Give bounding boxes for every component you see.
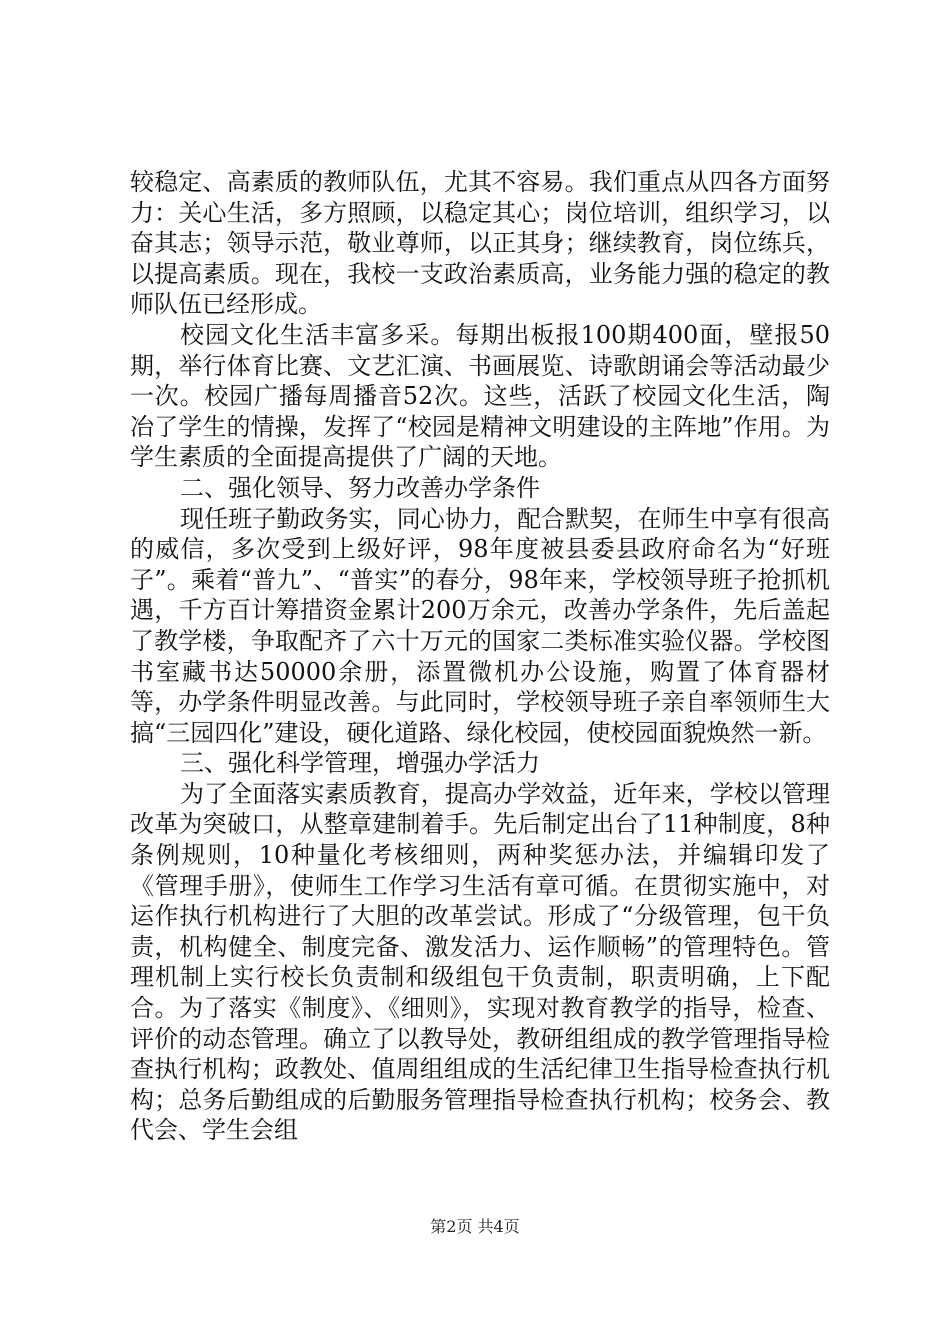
- section-heading-management: 三、强化科学管理，增强办学活力: [180, 749, 540, 778]
- document-body: [130, 167, 830, 1146]
- paragraph-management: 为了全面落实素质教育，提高办学效益，近年来，学校以管理改革为突破口，从整章建制着手。先后制定出台了11种制度，8种条例规则，10种量化考核细则，两种奖惩办法，并编辑印发了《管理手册》，使师生工作学习生活有章可循。在贯彻实施中，对运作执行机构进行了大胆的改革尝试。形成了“分级管理，包干负责，机构健全、制度完备、激发活力、运作顺畅”的管理特色。管理机制上实行校长负责制和级组包干负责制，职责明确，上下配合。为了落实《制度》、《细则》，实现对教育教学的指导，检查、评价的动态管理。确立了以教导处，教研组组成的教学管理指导检查执行机构；政教处、值周组组成的生活纪律卫生指导检查执行机构；总务后勤组成的后勤服务管理指导检查执行机构；校务会、教代会、学生会组: [130, 779, 830, 1145]
- section-heading-leadership: 二、强化领导、努力改善办学条件: [180, 473, 540, 502]
- page-number-footer: 第2页 共4页: [430, 1217, 520, 1236]
- paragraph-campus-culture: 校园文化生活丰富多采。每期出板报100期400面，壁报50期，举行体育比赛、文艺汇演、书画展览、诗歌朗诵会等活动最少一次。校园广播每周播音52次。这些，活跃了校园文化生活，陶冶了学生的情操，发挥了“校园是精神文明建设的主阵地”作用。为学生素质的全面提高提供了广阔的天地。: [130, 320, 830, 472]
- paragraph-leadership: 现任班子勤政务实，同心协力，配合默契，在师生中享有很高的威信，多次受到上级好评，98年度被县委县政府命名为“好班子”。乘着“普九”、“普实”的春分，98年来，学校领导班子抢抓机遇，千方百计筹措资金累计200万余元，改善办学条件，先后盖起了教学楼，争取配齐了六十万元的国家二类标准实验仪器。学校图书室藏书达50000余册，添置微机办公设施，购置了体育器材等，办学条件明显改善。与此同时，学校领导班子亲自率领师生大搞“三园四化”建设，硬化道路、绿化校园，使校园面貌焕然一新。: [130, 504, 830, 747]
- paragraph-teacher-team: 较稳定、高素质的教师队伍，尤其不容易。我们重点从四各方面努力：关心生活，多方照顾，以稳定其心；岗位培训，组织学习，以奋其志；领导示范，敬业尊师，以正其身；继续教育，岗位练兵，以提高素质。现在，我校一支政治素质高，业务能力强的稳定的教师队伍已经形成。: [130, 168, 830, 319]
